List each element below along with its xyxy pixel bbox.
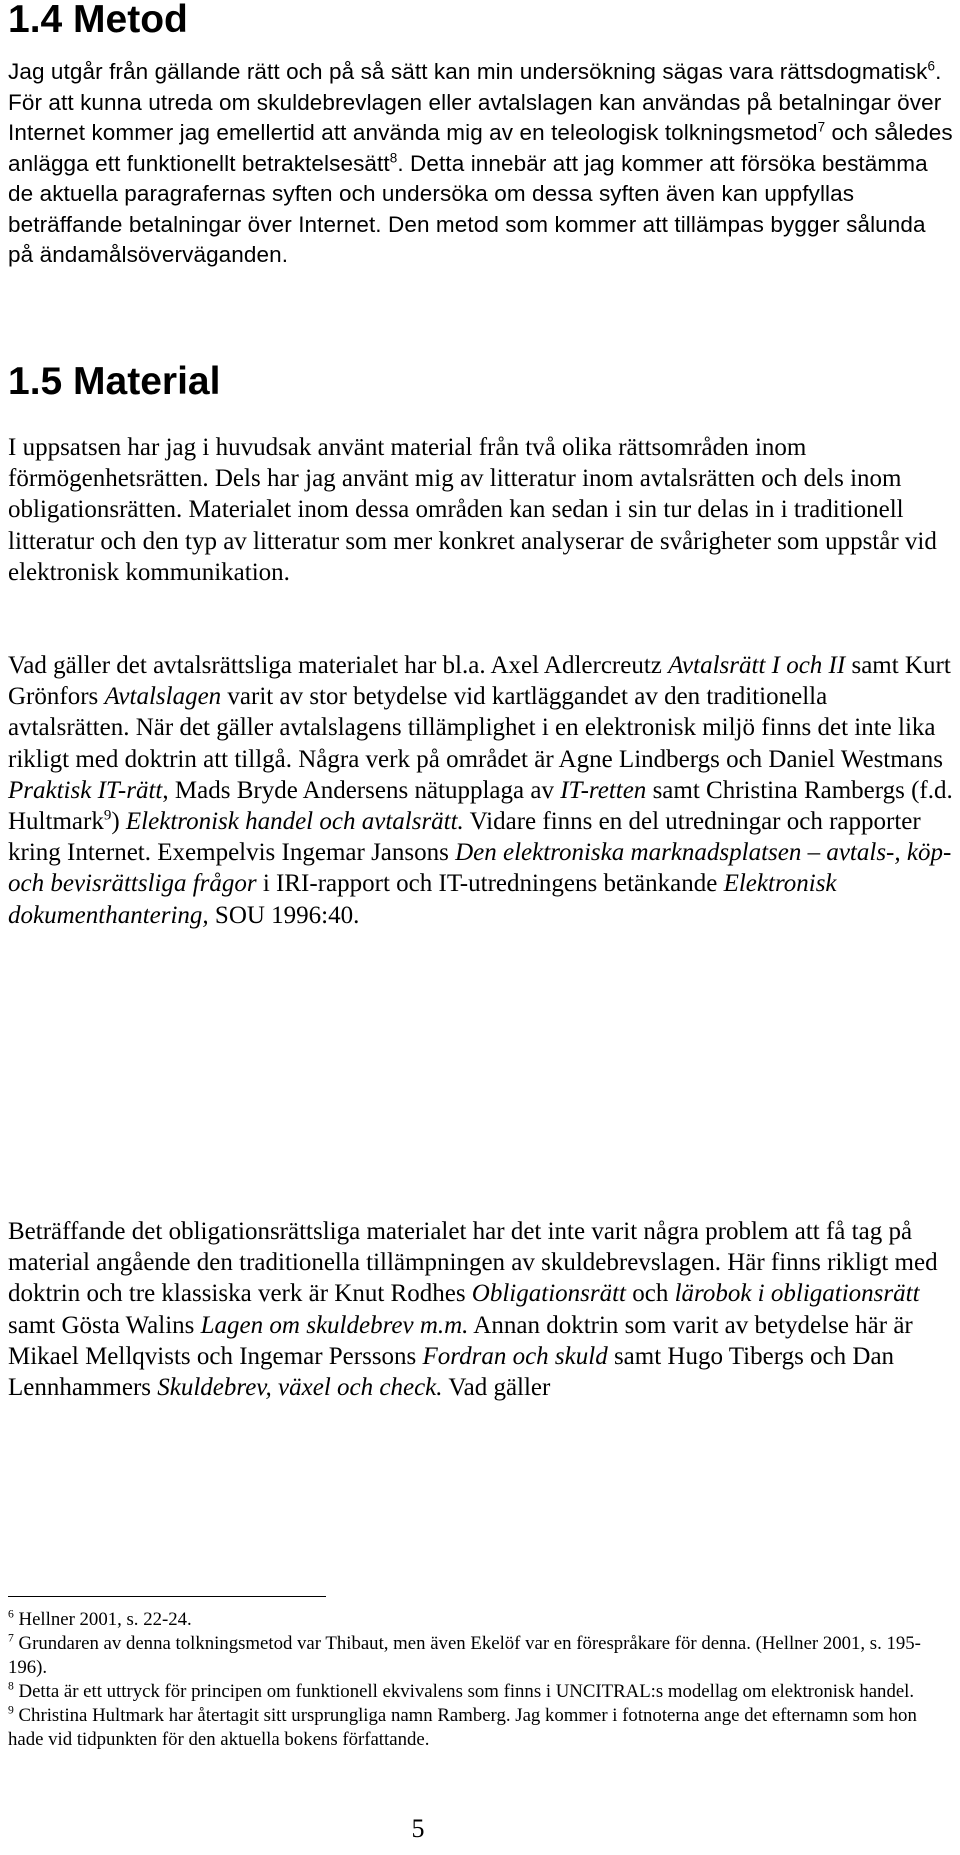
book-title: Skuldebrev, växel och check. bbox=[157, 1374, 443, 1402]
footnote-number: 6 bbox=[8, 1607, 14, 1621]
text: i IRI-rapport och IT-utredningens betänkande bbox=[256, 870, 724, 898]
footnotes bbox=[8, 1608, 953, 1752]
text: Vidare finns en del utredningar och rapporter kring Internet. Exempelvis Ingemar Jansons bbox=[8, 808, 921, 867]
footnote-ref-6[interactable]: 6 bbox=[927, 58, 936, 74]
text: samt Christina Rambergs (f.d. Hultmark bbox=[8, 776, 953, 836]
footnote-number: 9 bbox=[8, 1703, 14, 1717]
paragraph-metod bbox=[8, 57, 953, 271]
text: och bbox=[625, 1280, 675, 1308]
text: , Mads Bryde Andersens nätupplaga av bbox=[162, 776, 561, 804]
text: . För att kunna utreda om skuldebrevlagen eller avtalslagen kan användas på betalningar över Internet kommer jag emellertid att använda mig av en teleologisk tolkningsmetod bbox=[8, 59, 942, 145]
book-title: IT-retten bbox=[560, 776, 647, 804]
footnote-ref-9[interactable]: 9 bbox=[103, 807, 112, 824]
text: Vad gäller det avtalsrättsliga materialet har bl.a. Axel Adlercreutz bbox=[8, 652, 669, 679]
book-title: Elektronisk dokumenthantering, bbox=[8, 870, 837, 929]
book-title: lärobok i obligationsrätt bbox=[674, 1280, 920, 1308]
book-title: Avtalslagen bbox=[104, 683, 222, 711]
footnote-text: Christina Hultmark har återtagit sitt ursprungliga namn Ramberg. Jag kommer i fotnoterna ange det efternamn som hon hade vid tidpunkten för den aktuella bokens författande. bbox=[8, 1705, 917, 1750]
text: Vad gäller bbox=[442, 1374, 551, 1402]
paragraph-material-1: I uppsatsen har jag i huvudsak använt material från två olika rättsområden inom förmögenhetsrätten. Dels har jag använt mig av litteratur inom avtalsrätten och dels inom obligationsrätten. Materialet inom dessa områden kan sedan i sin tur delas in i traditionell litteratur och den typ av litteratur som mer konkret analyserar de svårigheter som uppstår vid elektronisk kommunikation. bbox=[8, 434, 937, 586]
book-title: Praktisk IT-rätt bbox=[8, 776, 163, 804]
paragraph-material-3 bbox=[8, 1216, 953, 1403]
text: Annan doktrin som varit av betydelse här är Mikael Mellqvists och Ingemar Perssons bbox=[8, 1311, 913, 1370]
section-heading-metod: 1.4 Metod bbox=[8, 0, 188, 41]
paragraph-material-2 bbox=[8, 650, 953, 931]
text: Jag utgår från gällande rätt och på så sätt kan min undersökning sägas vara rättsdogmatisk bbox=[8, 59, 928, 84]
footnote-9 bbox=[8, 1704, 953, 1752]
footnote-text: Grundaren av denna tolkningsmetod var Thibaut, men även Ekelöf var en förespråkare för denna. (Hellner 2001, s. 195-196). bbox=[8, 1633, 921, 1678]
text: samt Kurt Grönfors bbox=[8, 652, 951, 711]
text: SOU 1996:40. bbox=[208, 901, 360, 929]
footnote-text: Hellner 2001, s. 22-24. bbox=[13, 1609, 192, 1630]
text: Beträffande det obligationsrättsliga materialet har det inte varit några problem att få tag på material angående den traditionella tillämpningen av skuldebrevslagen. Här finns rikligt med doktrin och tre klassiska verk är Knut Rodhes bbox=[8, 1218, 938, 1308]
text: ) bbox=[111, 808, 126, 836]
book-title: Fordran och skuld bbox=[422, 1342, 608, 1370]
footnote-7 bbox=[8, 1632, 953, 1680]
footnote-6 bbox=[8, 1608, 953, 1632]
book-title: Obligationsrätt bbox=[471, 1280, 626, 1308]
footnote-number: 7 bbox=[8, 1631, 14, 1645]
book-title: Avtalsrätt I och II bbox=[668, 652, 846, 679]
book-title: Lagen om skuldebrev m.m. bbox=[200, 1311, 469, 1339]
page-number: 5 bbox=[411, 1814, 425, 1843]
footnote-number: 8 bbox=[8, 1679, 14, 1693]
text: samt Hugo Tibergs och Dan Lennhammers bbox=[8, 1342, 895, 1402]
book-title: Elektronisk handel och avtalsrätt. bbox=[125, 808, 464, 836]
text: och således anlägga ett funktionellt betraktelsesätt bbox=[8, 120, 953, 176]
text: . Detta innebär att jag kommer att försöka bestämma de aktuella paragrafernas syften och undersöka om dessa syften även kan uppfyllas beträffande betalningar över Internet. Den metod som kommer att tillämpas bygger sålunda på ändamålsöverväganden. bbox=[8, 150, 928, 267]
footnote-divider bbox=[8, 1596, 326, 1597]
section-heading-material: 1.5 Material bbox=[8, 360, 221, 403]
text: varit av stor betydelse vid kartläggandet av den traditionella avtalsrätten. När det gäller avtalslagens tillämplighet i en elektronisk miljö finns det inte lika rikligt med doktrin att tillgå. Några verk på området är Agne Lindbergs och Daniel Westmans bbox=[8, 683, 944, 773]
text: samt Gösta Walins bbox=[8, 1311, 201, 1339]
footnote-text: Detta är ett uttryck för principen om funktionell ekvivalens som finns i UNCITRAL:s modellag om elektronisk handel. bbox=[13, 1681, 915, 1702]
footnote-ref-7[interactable]: 7 bbox=[817, 119, 826, 135]
book-title: Den elektroniska marknadsplatsen – avtals-, köp- och bevisrättsliga frågor bbox=[8, 839, 952, 898]
footnote-8 bbox=[8, 1680, 953, 1704]
footnote-ref-8[interactable]: 8 bbox=[389, 150, 398, 165]
